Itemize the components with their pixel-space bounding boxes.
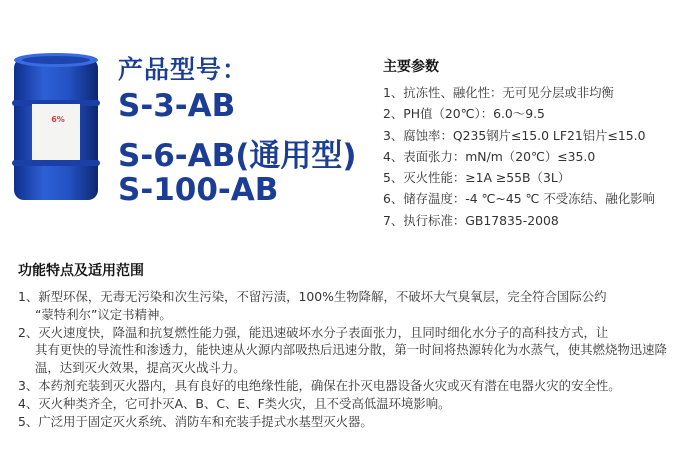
feature-item [18,377,690,395]
param-item: 3、腐蚀率：Q235钢片≤15.0 LF21铝片≤15.0 [383,127,646,143]
param-item: 1、抗冻性、融化性：无可见分层或非均衡 [383,85,614,100]
model-s3-ab: S-3-AB [118,88,236,124]
model-s100-ab: S-100-AB [118,172,279,208]
features-title: 功能特点及适用范围 [18,263,144,279]
param-item: 2、PH值（20℃）：6.0～9.5 [383,106,545,122]
feature-text-cont: “蒙特利尔”议定书精神。 [35,306,172,322]
param-item: 7、执行标准：GB17835-2008 [383,212,559,228]
feature-text: 2、灭火速度快，降温和抗复燃性能力强，能迅速破坏水分子表面张力，且同时细化水分子的高科技方式，让 [18,324,609,340]
param-item: 4、表面张力：mN/m（20℃）≤35.0 [383,148,596,164]
drum-label [39,110,77,156]
feature-item [18,288,690,324]
feature-item [18,324,690,377]
main-parameters [383,56,693,231]
feature-item [18,413,690,431]
feature-item [18,395,690,413]
params-title: 主要参数 [383,59,439,75]
product-drum-image [6,48,106,208]
param-item: 6、储存温度：-4 ℃~45 ℃ 不受冻结、融化影响 [383,191,655,207]
feature-text: 3、本药剂充装到灭火器内，具有良好的电绝缘性能，确保在扑灭电器设备火灾或灭有潜在电器火灾的安全性。 [18,377,621,393]
feature-text: 1、新型环保，无毒无污染和次生污染，不留污渍，100%生物降解，不破坏大气臭氧层，完全符合国际公约 [18,289,607,304]
feature-text: 5、广泛用于固定灭火系统、消防车和充装手提式水基型灭火器。 [18,413,373,429]
features-section [18,260,690,430]
feature-text: 4、灭火种类齐全，它可扑灭A、B、C、E、F类火灾，且不受高低温环境影响。 [18,395,451,411]
param-item: 5、灭火性能：≥1A ≥55B（3L） [383,170,571,186]
model-header: 产品型号： [118,55,249,84]
drum-percent: 6% [51,115,65,124]
model-s6-ab: S-6-AB(通用型) [118,138,357,174]
feature-text-cont: 其有更快的导流性和渗透力，能快速从火源内部吸热后迅速分散，第一时间将热源转化为水蒸气，使其燃烧物迅速降温，达到灭火效果，提高灭火战斗力。 [35,342,667,376]
